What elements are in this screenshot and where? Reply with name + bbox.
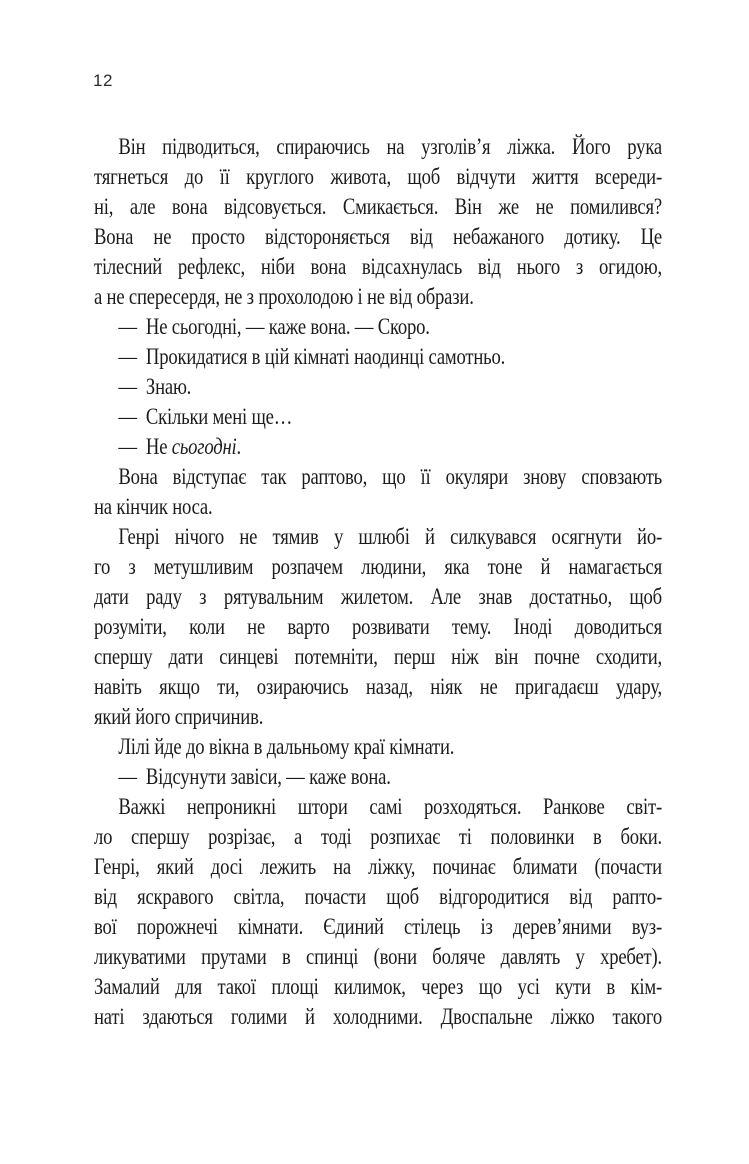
text-run: — Скільки мені ще… bbox=[118, 404, 293, 429]
text-run: Він підводиться, спираючись на узголів’я ліжка. Його рука bbox=[118, 134, 662, 159]
text-run: ло спершу розрізає, а тоді розпихає ті половинки в боки. bbox=[94, 824, 662, 849]
prose-paragraph bbox=[94, 132, 662, 312]
text-run: тягнеться до її круглого живота, щоб відчути життя всереди- bbox=[94, 164, 662, 189]
text-run: а не спересердя, не з прохолодою і не від образи. bbox=[94, 284, 474, 309]
text-run: вої порожнечі кімнати. Єдиний стілець із дерев’яними вуз- bbox=[94, 914, 662, 939]
text-line bbox=[94, 432, 662, 462]
text-run: Лілі йде до вікна в дальньому краї кімнати. bbox=[118, 734, 455, 759]
text-line bbox=[94, 552, 662, 582]
text-line bbox=[94, 342, 662, 372]
text-line bbox=[94, 252, 662, 282]
text-line bbox=[94, 162, 662, 192]
text-run: . bbox=[236, 434, 241, 459]
text-run: Вона відступає так раптово, що її окуляри знову сповзають bbox=[118, 464, 662, 489]
prose-paragraph bbox=[94, 732, 662, 762]
text-run: тілесний рефлекс, ніби вона відсахнулась від нього з огидою, bbox=[94, 254, 662, 279]
text-line bbox=[94, 942, 662, 972]
text-line bbox=[94, 822, 662, 852]
prose-paragraph bbox=[94, 792, 662, 1032]
page-text bbox=[94, 132, 662, 1032]
text-line bbox=[94, 192, 662, 222]
text-line bbox=[94, 522, 662, 552]
text-line bbox=[94, 912, 662, 942]
text-line bbox=[94, 1002, 662, 1032]
text-line bbox=[94, 132, 662, 162]
text-run: який його спричинив. bbox=[94, 704, 264, 729]
prose-paragraph bbox=[94, 462, 662, 522]
text-run: навіть якщо ти, озираючись назад, ніяк не пригадаєш удару, bbox=[94, 674, 662, 699]
text-line bbox=[94, 372, 662, 402]
text-line bbox=[94, 792, 662, 822]
text-line bbox=[94, 462, 662, 492]
dialogue-paragraph bbox=[94, 432, 662, 462]
text-run: Важкі непроникні штори самі розходяться. Ранкове світ- bbox=[118, 794, 662, 819]
dialogue-paragraph bbox=[94, 762, 662, 792]
italic-text-run: сьогодні bbox=[171, 434, 237, 459]
text-run: на кінчик носа. bbox=[94, 494, 213, 519]
text-run: Генрі, який досі лежить на ліжку, починає блимати (почасти bbox=[94, 854, 662, 879]
text-line bbox=[94, 642, 662, 672]
text-line bbox=[94, 492, 662, 522]
text-line bbox=[94, 402, 662, 432]
text-run: — Не сьогодні, — каже вона. — Скоро. bbox=[118, 314, 430, 339]
text-line bbox=[94, 972, 662, 1002]
page-number: 12 bbox=[93, 71, 113, 90]
text-run: спершу дати синцеві потемніти, перш ніж він почне сходити, bbox=[94, 644, 662, 669]
text-run: — Відсунути завіси, — каже вона. bbox=[118, 764, 391, 789]
text-line bbox=[94, 582, 662, 612]
prose-paragraph bbox=[94, 522, 662, 732]
text-line bbox=[94, 882, 662, 912]
text-run: го з метушливим розпачем людини, яка тоне й намагається bbox=[94, 554, 662, 579]
text-run: дати раду з рятувальним жилетом. Але знав достатньо, щоб bbox=[94, 584, 662, 609]
text-run: — Знаю. bbox=[118, 374, 192, 399]
dialogue-paragraph bbox=[94, 312, 662, 342]
text-run: від яскравого світла, почасти щоб відгородитися від рапто- bbox=[94, 884, 662, 909]
dialogue-paragraph bbox=[94, 402, 662, 432]
text-run: Вона не просто відстороняється від небажаного дотику. Це bbox=[94, 224, 662, 249]
text-line bbox=[94, 222, 662, 252]
text-run: — Прокидатися в цій кімнаті наодинці самотньо. bbox=[118, 344, 506, 369]
text-run: ні, але вона відсовується. Смикається. Він же не помилився? bbox=[94, 194, 662, 219]
text-line bbox=[94, 312, 662, 342]
text-run: наті здаються голими й холодними. Двоспальне ліжко такого bbox=[94, 1004, 662, 1029]
text-line bbox=[94, 702, 662, 732]
text-run: Генрі нічого не тямив у шлюбі й силкувався осягнути йо- bbox=[118, 524, 662, 549]
text-line bbox=[94, 672, 662, 702]
text-line bbox=[94, 762, 662, 792]
text-run: розуміти, коли не варто розвивати тему. Іноді доводиться bbox=[94, 614, 662, 639]
text-line bbox=[94, 732, 662, 762]
text-line bbox=[94, 282, 662, 312]
dialogue-paragraph bbox=[94, 342, 662, 372]
text-run: ликуватими прутами в спинці (вони боляче давлять у хребет). bbox=[94, 944, 662, 969]
text-line bbox=[94, 852, 662, 882]
text-run: Замалий для такої площі килимок, через що усі кути в кім- bbox=[94, 974, 662, 999]
text-run: — Не bbox=[118, 434, 172, 459]
text-line bbox=[94, 612, 662, 642]
dialogue-paragraph bbox=[94, 372, 662, 402]
